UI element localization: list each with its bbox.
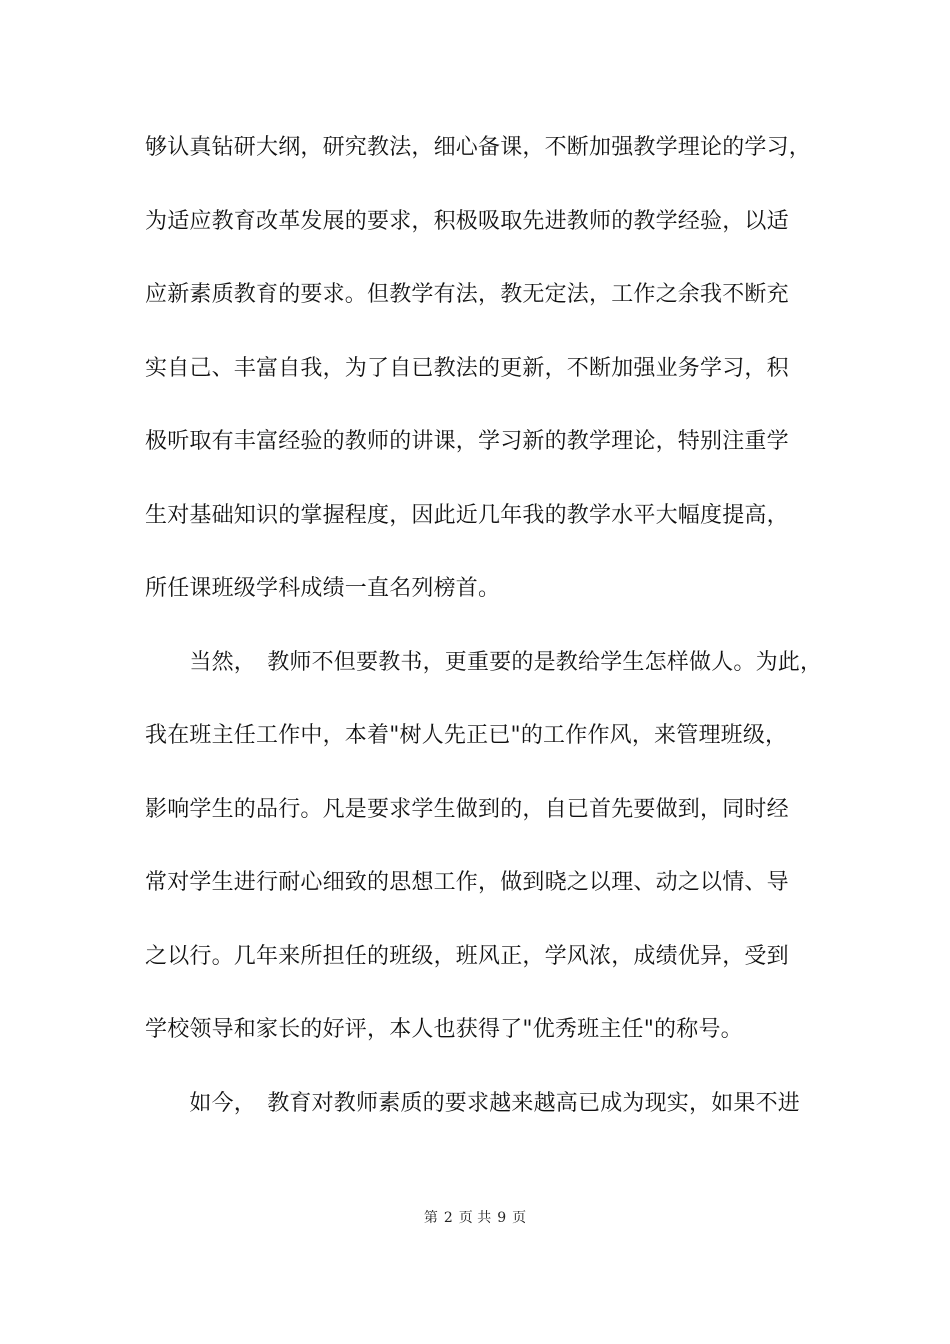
- text-line: 为适应教育改革发展的要求，积极吸取先进教师的教学经验，以适: [145, 208, 789, 234]
- text-line: 我在班主任工作中，本着"树人先正已"的工作作风，来管理班级，: [145, 723, 788, 748]
- text-line: 如今， 教育对教师素质的要求越来越高已成为现实，如果不进: [145, 1090, 801, 1116]
- text-line: 学校领导和家长的好评，本人也获得了"优秀班主任"的称号。: [145, 1017, 743, 1042]
- text-line: 之以行。几年来所担任的班级，班风正，学风浓，成绩优异，受到: [145, 943, 789, 969]
- footer-prefix: 第: [423, 1210, 438, 1226]
- text-line: 极听取有丰富经验的教师的讲课，学习新的教学理论，特别注重学: [145, 429, 789, 454]
- footer-total-pages: 9: [497, 1210, 507, 1226]
- footer-mid: 页 共: [458, 1210, 492, 1226]
- body-text: [145, 130, 845, 1159]
- footer-current-page: 2: [443, 1210, 453, 1226]
- text-line: 常对学生进行耐心细致的思想工作，做到晓之以理、动之以情、导: [145, 870, 789, 895]
- text-line: 够认真钻研大纲，研究教法，细心备课，不断加强教学理论的学习，: [145, 135, 812, 160]
- page-footer: [0, 1207, 950, 1227]
- text-line: 影响学生的品行。凡是要求学生做到的，自已首先要做到，同时经: [145, 796, 789, 822]
- text-line: 生对基础知识的掌握程度，因此近几年我的教学水平大幅度提高，: [145, 502, 789, 528]
- text-line: 应新素质教育的要求。但教学有法，教无定法，工作之余我不断充: [145, 282, 789, 307]
- text-line: 所任课班级学科成绩一直名列榜首。: [145, 576, 501, 601]
- text-line: 实自己、丰富自我，为了自已教法的更新，不断加强业务学习，积: [145, 355, 789, 381]
- text-line: 当然， 教师不但要教书，更重要的是教给学生怎样做人。为此，: [145, 649, 823, 675]
- footer-suffix: 页: [512, 1210, 527, 1226]
